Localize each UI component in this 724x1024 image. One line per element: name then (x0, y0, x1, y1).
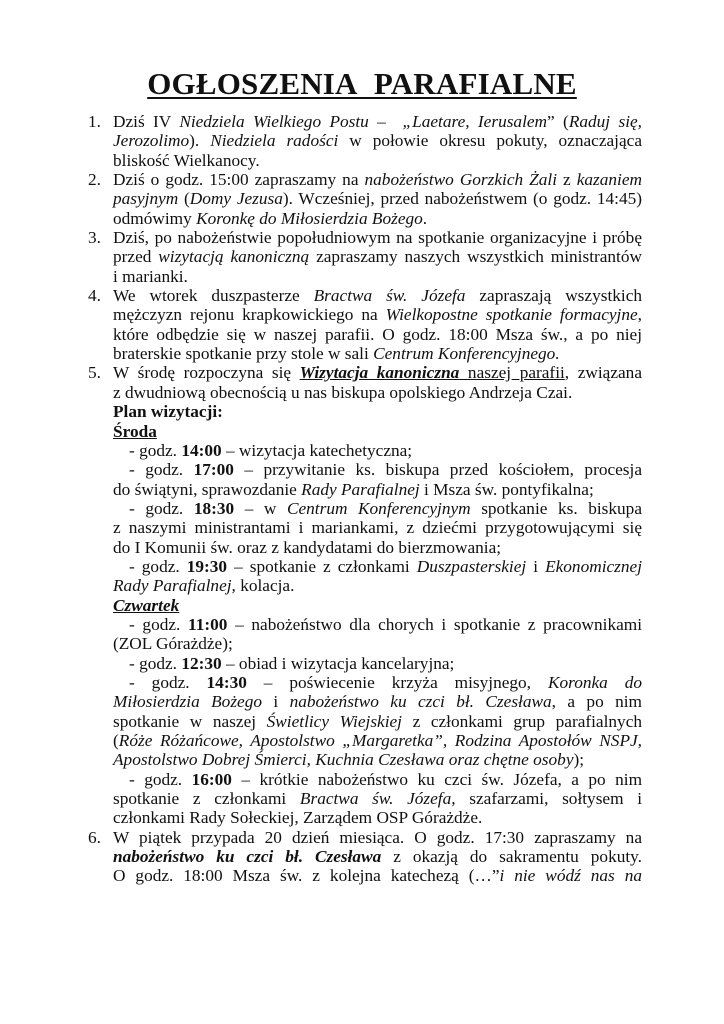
text-run: 19:30 (186, 556, 228, 576)
text-run: naszej parafii (459, 363, 565, 383)
text-run: z członkami grup parafialnych (402, 711, 642, 731)
text-line (113, 228, 642, 247)
text-run: ). (189, 131, 211, 151)
text-run: do świątyni, sprawozdanie (113, 479, 302, 499)
text-line (113, 151, 642, 170)
text-run: Duszpasterskiej (416, 556, 527, 576)
text-run: odmówimy (113, 208, 197, 228)
text-run: Wizytacja kanoniczna (299, 363, 460, 383)
schedule-entry-line (113, 731, 642, 750)
item-number: 4. (88, 286, 101, 306)
text-run: i nie wódź nas na (499, 866, 643, 886)
text-run: 16:00 (191, 769, 232, 789)
text-run: 11:00 (188, 614, 228, 634)
schedule-entry-line (113, 518, 642, 537)
text-line (113, 247, 642, 266)
text-run: 17:00 (193, 460, 234, 480)
text-line (113, 344, 642, 363)
text-run: spotkanie w naszej (113, 711, 267, 731)
announcement-item (88, 112, 642, 170)
item-number: 5. (88, 363, 101, 383)
text-run: 14:00 (181, 440, 222, 460)
text-run: - godz. (129, 556, 187, 576)
announcement-item (88, 363, 642, 827)
text-line (113, 112, 642, 131)
item-number: 3. (88, 228, 101, 248)
text-run: W piątek przypada 20 dzień miesiąca. O godz. 17:30 zapraszamy na (113, 827, 642, 847)
text-run: Dziś o godz. 15:00 zapraszamy na (113, 170, 365, 190)
text-run: nabożeństwo Gorzkich Żali (364, 170, 558, 190)
text-run: 14:30 (206, 672, 247, 692)
text-line (113, 828, 642, 847)
announcement-item (88, 286, 642, 363)
announcement-item (88, 170, 642, 228)
schedule-entry-line (113, 712, 642, 731)
text-line (113, 267, 642, 286)
item-number: 2. (88, 170, 101, 190)
text-run: We wtorek duszpasterze (113, 286, 314, 306)
text-run: ” ( (547, 112, 569, 131)
text-run: mężczyzn rejonu krapkowickiego na (113, 305, 386, 325)
schedule-entry-line (113, 538, 642, 557)
plan-heading: Plan wizytacji: (113, 402, 223, 422)
text-run: - godz. (129, 498, 194, 518)
text-run: – wizytacja katechetyczna; (221, 440, 413, 460)
text-run: które odbędzie się w naszej parafii. O godz. 18:00 Msza św., a po niej (113, 324, 642, 344)
schedule-entry-line (113, 634, 642, 653)
text-run: (ZOL Górażdże); (113, 634, 233, 654)
text-run: . (422, 208, 428, 228)
text-run: ). Wcześniej, przed nabożeństwem (o godz. 14:45) (282, 189, 642, 209)
text-run: braterskie spotkanie przy stole w sali (113, 344, 374, 364)
text-run: Miłosierdzia Bożego (113, 692, 262, 712)
text-run: Rady Parafialnej (301, 479, 420, 499)
schedule-entry-line (113, 576, 642, 595)
schedule-entry-line (113, 615, 642, 634)
text-run: Wielkopostne spotkanie formacyjne (385, 305, 638, 325)
text-run: Koronkę do Miłosierdzia Bożego (196, 208, 423, 228)
announcement-item (88, 828, 642, 886)
text-run: Świetlicy Wiejskiej (266, 711, 402, 731)
text-run: Bractwa św. Józefa (299, 789, 452, 809)
text-run: kolacja. (235, 576, 295, 596)
text-run: Dziś IV (113, 112, 180, 131)
text-run: – przywitanie ks. biskupa przed kościołem, procesja (233, 460, 643, 480)
text-run: , związana (564, 363, 642, 383)
text-run: - godz. (129, 653, 182, 673)
text-run: i (526, 556, 546, 576)
text-run: zapraszają wszystkich (465, 286, 642, 306)
page-title: OGŁOSZENIA PARAFIALNE (147, 66, 577, 101)
text-run: Centrum Konferencyjnym (286, 498, 471, 518)
text-run: O godz. 18:00 Msza św. z kolejna katechezą (…” (113, 866, 500, 886)
text-line (113, 305, 642, 324)
text-run: Domy Jezusa (189, 189, 283, 209)
text-run: członkami Rady Sołeckiej, Zarządem OSP Górażdże. (113, 808, 483, 828)
text-run: kazaniem (576, 170, 642, 190)
text-run: Dziś, po nabożeństwie popołudniowym na spotkanie organizacyjne i próbę (113, 228, 642, 248)
text-run: - godz. (129, 460, 194, 480)
text-run: - godz. (129, 440, 182, 460)
text-run: ( (178, 189, 190, 209)
text-run: W środę rozpoczyna się (113, 363, 300, 383)
text-run: Centrum Konferencyjnego. (373, 344, 560, 364)
day-heading: Czwartek (113, 595, 180, 615)
schedule-entry-line (113, 441, 642, 460)
text-run: i marianki. (113, 266, 188, 286)
text-run: Ekonomicznej (545, 556, 642, 576)
schedule-entry-line (113, 789, 642, 808)
text-run: nabożeństwo ku czci bł. Czesława (113, 847, 382, 867)
text-run: z naszymi ministrantami i mariankami, z dziećmi przygotowującymi się (113, 518, 642, 538)
text-run: - godz. (129, 769, 192, 789)
text-line (113, 363, 642, 382)
schedule-entry-line (113, 460, 642, 479)
announcements-list (88, 112, 642, 886)
text-run: ( (113, 731, 119, 750)
text-line (113, 866, 642, 885)
text-line (113, 131, 642, 150)
text-run: z dwudniową obecnością u nas biskupa opolskiego Andrzeja Czai. (113, 382, 573, 402)
text-run: do I Komunii św. oraz z kandydatami do bierzmowania; (113, 537, 502, 557)
text-line (113, 286, 642, 305)
schedule-entry-line (113, 673, 642, 692)
item-number: 1. (88, 112, 101, 131)
text-run: i (262, 692, 290, 712)
text-run: 12:30 (181, 653, 222, 673)
text-run: Apostolstwo Dobrej Śmierci, Kuchnia Czesława oraz chętne osoby (113, 750, 574, 770)
text-run: , szafarzami, sołtysem i (451, 789, 643, 809)
schedule-entry-line (113, 654, 642, 673)
schedule-entry-line (113, 480, 642, 499)
text-run: spotkanie z członkami (113, 789, 300, 809)
text-line (113, 383, 642, 402)
text-line (113, 189, 642, 208)
text-run: – w (234, 498, 287, 518)
text-run: – nabożeństwo dla chorych i spotkanie z pracownikami (227, 614, 643, 634)
text-run: przed (113, 247, 159, 267)
text-run: – obiad i wizytacja kancelaryjna; (221, 653, 455, 673)
announcement-item (88, 228, 642, 286)
text-run: Bractwa św. Józefa (313, 286, 466, 306)
text-line (113, 325, 642, 344)
text-run: Koronka do (547, 672, 642, 692)
text-run: , a po nim (551, 692, 642, 712)
text-run: „Laetare, Ierusalem (402, 112, 548, 131)
text-run: – krótkie nabożeństwo ku czci św. Józefa, a po nim (231, 769, 643, 789)
day-heading: Środa (113, 421, 157, 441)
text-run: Niedziela Wielkiego Postu – (179, 112, 403, 131)
text-run: - godz. (129, 614, 189, 634)
text-run: Rady Parafialnej, (113, 576, 236, 596)
text-run: nabożeństwo ku czci bł. Czesława (289, 692, 552, 712)
text-run: Jerozolimo (113, 131, 190, 151)
schedule-entry-line (113, 808, 642, 827)
schedule-entry-line (113, 557, 642, 576)
text-run: bliskość Wielkanocy. (113, 150, 260, 170)
text-run: spotkanie ks. biskupa (470, 498, 642, 518)
text-run: pasyjnym (113, 189, 179, 209)
text-line (113, 847, 642, 866)
text-run: zapraszamy naszych wszystkich ministrantów (309, 247, 642, 267)
text-run: Róże Różańcowe, Apostolstwo „Margaretka”, Rodzina Apostołów NSPJ, (118, 731, 642, 750)
text-run: ); (573, 750, 585, 770)
text-run: – poświecenie krzyża misyjnego, (246, 672, 548, 692)
text-line (113, 209, 642, 228)
text-run: w połowie okresu pokuty, oznaczająca (338, 131, 642, 151)
text-run: - godz. (129, 672, 207, 692)
text-run: z (557, 170, 577, 190)
text-run: – spotkanie z członkami (227, 556, 417, 576)
schedule-entry-line (113, 750, 642, 769)
text-run: , (637, 305, 642, 325)
text-run: Niedziela radości (210, 131, 339, 151)
schedule-entry-line (113, 692, 642, 711)
item-number: 6. (88, 827, 101, 847)
text-run: z okazją do sakramentu pokuty. (381, 847, 642, 867)
schedule-entry-line (113, 770, 642, 789)
text-run: wizytacją kanoniczną (158, 247, 310, 267)
schedule-entry-line (113, 499, 642, 518)
text-line (113, 170, 642, 189)
text-run: i Msza św. pontyfikalna; (419, 479, 594, 499)
text-run: Raduj się, (568, 112, 642, 131)
text-run: 18:30 (193, 498, 235, 518)
